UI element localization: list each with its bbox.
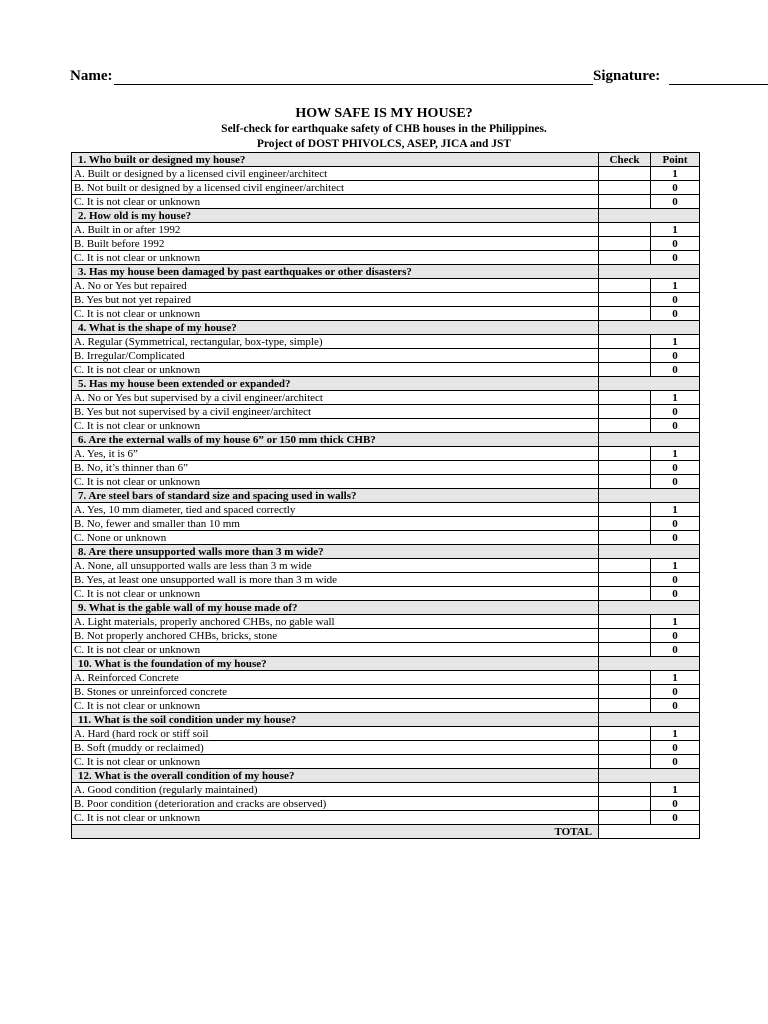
point-value: 1: [651, 559, 700, 573]
question-check-cell: [599, 209, 700, 223]
option-label: A. Regular (Symmetrical, rectangular, box-type, simple): [72, 335, 599, 349]
option-label: C. It is not clear or unknown: [72, 755, 599, 769]
check-cell[interactable]: [599, 475, 651, 489]
option-row: [72, 293, 700, 307]
point-value: 0: [651, 251, 700, 265]
option-row: [72, 251, 700, 265]
point-column-header: Point: [651, 153, 700, 167]
option-row: [72, 685, 700, 699]
question-row: [72, 209, 700, 223]
option-label: C. It is not clear or unknown: [72, 251, 599, 265]
check-cell[interactable]: [599, 671, 651, 685]
option-row: [72, 237, 700, 251]
question-check-cell: [599, 657, 700, 671]
point-value: 0: [651, 573, 700, 587]
option-row: [72, 223, 700, 237]
point-value: 0: [651, 587, 700, 601]
point-value: 0: [651, 363, 700, 377]
check-cell[interactable]: [599, 573, 651, 587]
check-cell[interactable]: [599, 797, 651, 811]
option-row: [72, 363, 700, 377]
check-cell[interactable]: [599, 503, 651, 517]
question-check-cell: [599, 489, 700, 503]
check-cell[interactable]: [599, 629, 651, 643]
point-value: 1: [651, 335, 700, 349]
option-label: A. Yes, it is 6”: [72, 447, 599, 461]
check-cell[interactable]: [599, 755, 651, 769]
option-row: [72, 783, 700, 797]
question-row: [72, 377, 700, 391]
check-cell[interactable]: [599, 391, 651, 405]
option-row: [72, 349, 700, 363]
point-value: 0: [651, 419, 700, 433]
option-label: A. Good condition (regularly maintained): [72, 783, 599, 797]
point-value: 0: [651, 517, 700, 531]
check-cell[interactable]: [599, 685, 651, 699]
total-label: TOTAL: [72, 825, 599, 839]
option-label: B. Irregular/Complicated: [72, 349, 599, 363]
point-value: 0: [651, 405, 700, 419]
question-text: 12. What is the overall condition of my house?: [72, 769, 599, 783]
option-label: B. Not built or designed by a licensed civil engineer/architect: [72, 181, 599, 195]
point-value: 0: [651, 293, 700, 307]
option-row: [72, 391, 700, 405]
question-check-cell: [599, 545, 700, 559]
question-row: [72, 489, 700, 503]
option-label: B. No, it’s thinner than 6”: [72, 461, 599, 475]
question-check-cell: [599, 601, 700, 615]
subtitle-line-1: Self-check for earthquake safety of CHB houses in the Philippines.: [221, 123, 547, 135]
question-check-cell: [599, 377, 700, 391]
option-row: [72, 447, 700, 461]
check-cell[interactable]: [599, 643, 651, 657]
option-row: [72, 559, 700, 573]
point-value: 0: [651, 461, 700, 475]
check-cell[interactable]: [599, 727, 651, 741]
option-label: C. None or unknown: [72, 531, 599, 545]
signature-blank-line[interactable]: [669, 84, 768, 85]
option-row: [72, 335, 700, 349]
option-label: B. Soft (muddy or reclaimed): [72, 741, 599, 755]
check-cell[interactable]: [599, 335, 651, 349]
check-cell[interactable]: [599, 293, 651, 307]
option-row: [72, 461, 700, 475]
point-value: 0: [651, 811, 700, 825]
check-cell[interactable]: [599, 195, 651, 209]
option-label: A. Yes, 10 mm diameter, tied and spaced correctly: [72, 503, 599, 517]
option-label: C. It is not clear or unknown: [72, 475, 599, 489]
option-label: A. Light materials, properly anchored CHBs, no gable wall: [72, 615, 599, 629]
option-row: [72, 503, 700, 517]
option-row: [72, 811, 700, 825]
checklist-table: [71, 152, 700, 839]
check-cell[interactable]: [599, 405, 651, 419]
question-row: [72, 265, 700, 279]
question-text: 8. Are there unsupported walls more than 3 m wide?: [72, 545, 599, 559]
question-row: [72, 769, 700, 783]
question-check-cell: [599, 321, 700, 335]
point-value: 0: [651, 195, 700, 209]
question-row: [72, 601, 700, 615]
total-value-cell[interactable]: [599, 825, 700, 839]
option-row: [72, 587, 700, 601]
option-row: [72, 797, 700, 811]
check-cell[interactable]: [599, 307, 651, 321]
question-text: 7. Are steel bars of standard size and spacing used in walls?: [72, 489, 599, 503]
option-label: C. It is not clear or unknown: [72, 587, 599, 601]
point-value: 0: [651, 531, 700, 545]
option-label: B. Stones or unreinforced concrete: [72, 685, 599, 699]
question-text: 5. Has my house been extended or expanded?: [72, 377, 599, 391]
option-label: A. None, all unsupported walls are less than 3 m wide: [72, 559, 599, 573]
option-row: [72, 419, 700, 433]
question-text: 1. Who built or designed my house?: [72, 153, 599, 167]
option-label: B. No, fewer and smaller than 10 mm: [72, 517, 599, 531]
question-check-cell: [599, 433, 700, 447]
question-text: 4. What is the shape of my house?: [72, 321, 599, 335]
option-row: [72, 741, 700, 755]
option-row: [72, 517, 700, 531]
check-cell[interactable]: [599, 559, 651, 573]
option-label: B. Yes but not yet repaired: [72, 293, 599, 307]
question-row: [72, 321, 700, 335]
option-row: [72, 573, 700, 587]
point-value: 0: [651, 181, 700, 195]
point-value: 0: [651, 237, 700, 251]
signature-label: Signature:: [593, 68, 661, 84]
option-label: B. Poor condition (deterioration and cracks are observed): [72, 797, 599, 811]
point-value: 0: [651, 755, 700, 769]
question-row: [72, 545, 700, 559]
option-row: [72, 699, 700, 713]
option-label: A. Hard (hard rock or stiff soil: [72, 727, 599, 741]
option-row: [72, 755, 700, 769]
point-value: 0: [651, 349, 700, 363]
question-check-cell: [599, 713, 700, 727]
point-value: 0: [651, 741, 700, 755]
point-value: 0: [651, 307, 700, 321]
question-row: [72, 153, 700, 167]
option-row: [72, 531, 700, 545]
option-label: C. It is not clear or unknown: [72, 363, 599, 377]
check-cell[interactable]: [599, 741, 651, 755]
question-row: [72, 433, 700, 447]
option-row: [72, 279, 700, 293]
question-row: [72, 713, 700, 727]
point-value: 0: [651, 475, 700, 489]
option-label: A. No or Yes but repaired: [72, 279, 599, 293]
point-value: 1: [651, 167, 700, 181]
option-label: C. It is not clear or unknown: [72, 643, 599, 657]
option-row: [72, 671, 700, 685]
check-cell[interactable]: [599, 237, 651, 251]
question-check-cell: [599, 769, 700, 783]
header-line: [70, 68, 700, 88]
point-value: 1: [651, 447, 700, 461]
option-label: C. It is not clear or unknown: [72, 419, 599, 433]
option-label: B. Not properly anchored CHBs, bricks, stone: [72, 629, 599, 643]
option-label: B. Yes, at least one unsupported wall is more than 3 m wide: [72, 573, 599, 587]
check-cell[interactable]: [599, 419, 651, 433]
question-check-cell: [599, 265, 700, 279]
question-text: 6. Are the external walls of my house 6” or 150 mm thick CHB?: [72, 433, 599, 447]
option-row: [72, 167, 700, 181]
point-value: 1: [651, 223, 700, 237]
option-label: C. It is not clear or unknown: [72, 699, 599, 713]
point-value: 0: [651, 797, 700, 811]
check-cell[interactable]: [599, 461, 651, 475]
point-value: 0: [651, 643, 700, 657]
subtitle-line-2: Project of DOST PHIVOLCS, ASEP, JICA and JST: [256, 138, 512, 150]
question-text: 9. What is the gable wall of my house made of?: [72, 601, 599, 615]
check-cell[interactable]: [599, 349, 651, 363]
point-value: 1: [651, 727, 700, 741]
option-row: [72, 307, 700, 321]
question-text: 3. Has my house been damaged by past earthquakes or other disasters?: [72, 265, 599, 279]
point-value: 0: [651, 629, 700, 643]
option-label: C. It is not clear or unknown: [72, 307, 599, 321]
name-label: Name:: [70, 68, 113, 84]
option-label: A. Built in or after 1992: [72, 223, 599, 237]
point-value: 1: [651, 391, 700, 405]
option-label: A. Built or designed by a licensed civil engineer/architect: [72, 167, 599, 181]
option-label: A. No or Yes but supervised by a civil engineer/architect: [72, 391, 599, 405]
option-label: A. Reinforced Concrete: [72, 671, 599, 685]
option-row: [72, 727, 700, 741]
question-row: [72, 657, 700, 671]
name-blank-line[interactable]: [114, 84, 593, 85]
check-cell[interactable]: [599, 699, 651, 713]
option-label: C. It is not clear or unknown: [72, 811, 599, 825]
option-row: [72, 405, 700, 419]
option-row: [72, 181, 700, 195]
option-row: [72, 475, 700, 489]
point-value: 1: [651, 503, 700, 517]
option-row: [72, 629, 700, 643]
check-cell[interactable]: [599, 531, 651, 545]
check-cell[interactable]: [599, 587, 651, 601]
check-cell[interactable]: [599, 811, 651, 825]
question-text: 2. How old is my house?: [72, 209, 599, 223]
check-column-header: Check: [599, 153, 651, 167]
option-label: B. Built before 1992: [72, 237, 599, 251]
option-label: B. Yes but not supervised by a civil engineer/architect: [72, 405, 599, 419]
option-row: [72, 643, 700, 657]
check-cell[interactable]: [599, 279, 651, 293]
check-cell[interactable]: [599, 167, 651, 181]
check-cell[interactable]: [599, 517, 651, 531]
check-cell[interactable]: [599, 447, 651, 461]
point-value: 0: [651, 685, 700, 699]
check-cell[interactable]: [599, 223, 651, 237]
option-label: C. It is not clear or unknown: [72, 195, 599, 209]
point-value: 0: [651, 699, 700, 713]
check-cell[interactable]: [599, 363, 651, 377]
total-row: [72, 825, 700, 839]
check-cell[interactable]: [599, 181, 651, 195]
document-title: HOW SAFE IS MY HOUSE?: [295, 106, 473, 121]
option-row: [72, 195, 700, 209]
question-text: 10. What is the foundation of my house?: [72, 657, 599, 671]
check-cell[interactable]: [599, 251, 651, 265]
point-value: 1: [651, 671, 700, 685]
option-row: [72, 615, 700, 629]
question-text: 11. What is the soil condition under my house?: [72, 713, 599, 727]
point-value: 1: [651, 279, 700, 293]
point-value: 1: [651, 783, 700, 797]
point-value: 1: [651, 615, 700, 629]
check-cell[interactable]: [599, 615, 651, 629]
check-cell[interactable]: [599, 783, 651, 797]
